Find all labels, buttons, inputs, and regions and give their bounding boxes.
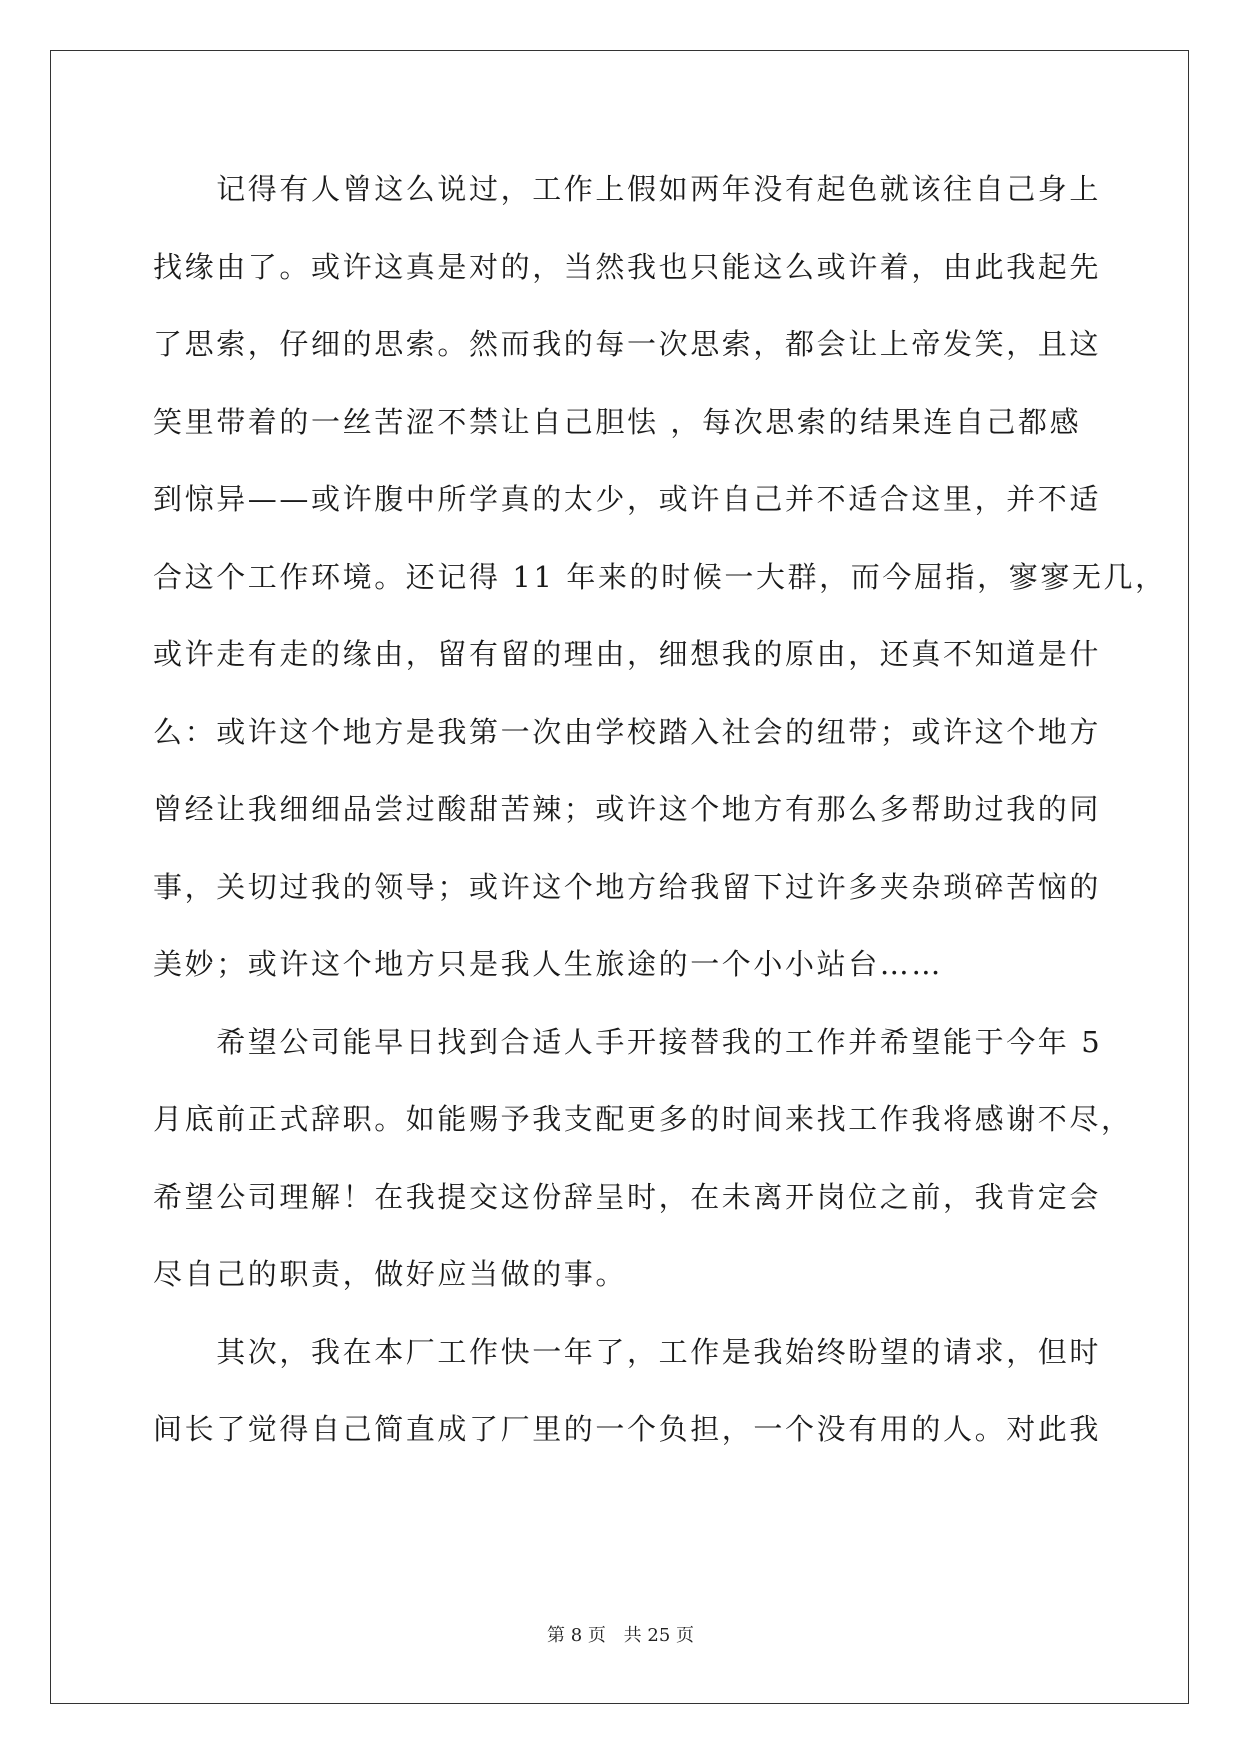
text-line: 希望公司能早日找到合适人手开接替我的工作并希望能于今年 5 — [153, 1024, 1103, 1059]
text-line: 找缘由了。或许这真是对的，当然我也只能这么或许着，由此我起先 — [153, 249, 1102, 284]
text-line: 合这个工作环境。还记得 11 年来的时候一大群，而今屈指，寥寥无几， — [153, 559, 1167, 594]
text-line: 其次，我在本厂工作快一年了，工作是我始终盼望的请求，但时 — [153, 1334, 1102, 1369]
document-body — [153, 162, 1167, 1480]
text-line: 到惊异——或许腹中所学真的太少，或许自己并不适合这里，并不适 — [153, 482, 1102, 516]
text-line: 了思索，仔细的思索。然而我的每一次思索，都会让上帝发笑，且这 — [153, 327, 1102, 361]
text-line: 事，关切过我的领导；或许这个地方给我留下过许多夹杂琐碎苦恼的 — [153, 869, 1102, 904]
page-total: 共 25 页 — [623, 1625, 694, 1646]
text-line: 月底前正式辞职。如能赐予我支配更多的时间来找工作我将感谢不尽， — [153, 1102, 1133, 1136]
text-line: 美妙；或许这个地方只是我人生旅途的一个小小站台…… — [153, 947, 944, 981]
page-footer — [0, 1621, 1241, 1647]
text-line: 么：或许这个地方是我第一次由学校踏入社会的纽带；或许这个地方 — [153, 714, 1102, 749]
text-line: 或许走有走的缘由，留有留的理由，细想我的原由，还真不知道是什 — [153, 637, 1102, 671]
text-line: 希望公司理解！在我提交这份辞呈时，在未离开岗位之前，我肯定会 — [153, 1179, 1102, 1214]
page-number: 第 8 页 — [547, 1625, 606, 1646]
text-line: 记得有人曾这么说过，工作上假如两年没有起色就该往自己身上 — [153, 172, 1102, 206]
text-line: 曾经让我细细品尝过酸甜苦辣；或许这个地方有那么多帮助过我的同 — [153, 792, 1102, 826]
text-line: 笑里带着的一丝苦涩不禁让自己胆怯 ，每次思索的结果连自己都感 — [153, 404, 1082, 439]
text-line: 间长了觉得自己简直成了厂里的一个负担，一个没有用的人。对此我 — [153, 1412, 1102, 1446]
text-line: 尽自己的职责，做好应当做的事。 — [153, 1257, 628, 1291]
